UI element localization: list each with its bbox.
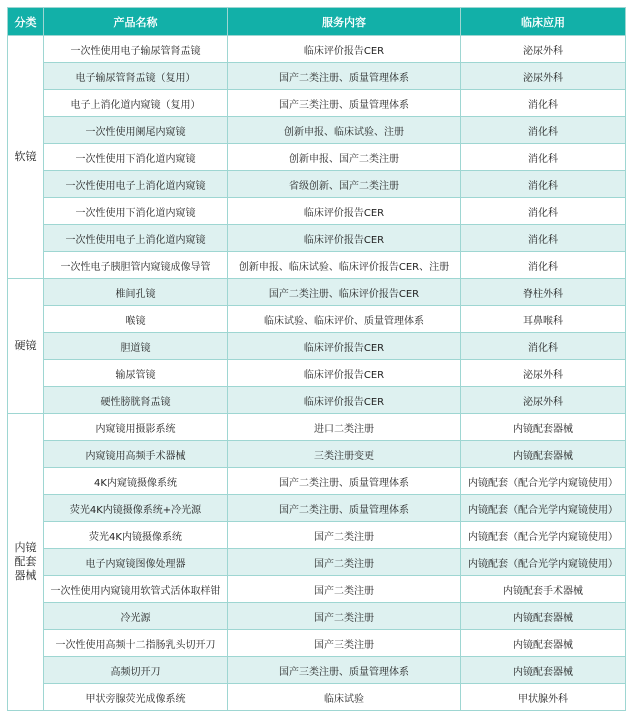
clinical-application-cell: 消化科 [461, 171, 626, 198]
table-row [8, 306, 626, 333]
table-row [8, 36, 626, 63]
product-name-cell: 电子上消化道内窥镜（复用） [44, 90, 228, 117]
clinical-application-cell: 泌尿外科 [461, 360, 626, 387]
header-clinical-application: 临床应用 [461, 8, 626, 36]
service-content-cell: 创新申报、临床试验、临床评价报告CER、注册 [228, 252, 461, 279]
service-content-cell: 国产三类注册、质量管理体系 [228, 657, 461, 684]
product-name-cell: 一次性使用电子上消化道内窥镜 [44, 225, 228, 252]
product-service-table [7, 7, 626, 711]
clinical-application-cell: 泌尿外科 [461, 63, 626, 90]
product-name-cell: 输尿管镜 [44, 360, 228, 387]
table-row [8, 468, 626, 495]
product-name-cell: 一次性使用高频十二指肠乳头切开刀 [44, 630, 228, 657]
clinical-application-cell: 耳鼻喉科 [461, 306, 626, 333]
clinical-application-cell: 内镜配套（配合光学内窥镜使用） [461, 495, 626, 522]
service-content-cell: 国产二类注册、质量管理体系 [228, 468, 461, 495]
product-table-container [7, 7, 625, 711]
service-content-cell: 临床评价报告CER [228, 198, 461, 225]
product-name-cell: 内窥镜用高频手术器械 [44, 441, 228, 468]
clinical-application-cell: 泌尿外科 [461, 387, 626, 414]
service-content-cell: 创新申报、国产二类注册 [228, 144, 461, 171]
service-content-cell: 国产二类注册 [228, 522, 461, 549]
table-row [8, 63, 626, 90]
product-name-cell: 荧光4K内镜摄像系统+冷光源 [44, 495, 228, 522]
table-row [8, 522, 626, 549]
clinical-application-cell: 内镜配套器械 [461, 630, 626, 657]
service-content-cell: 进口二类注册 [228, 414, 461, 441]
service-content-cell: 国产三类注册 [228, 630, 461, 657]
category-cell: 内镜配套器械 [8, 414, 44, 711]
service-content-cell: 三类注册变更 [228, 441, 461, 468]
clinical-application-cell: 内镜配套器械 [461, 603, 626, 630]
table-row [8, 576, 626, 603]
table-row [8, 117, 626, 144]
product-name-cell: 一次性使用内窥镜用软管式活体取样钳 [44, 576, 228, 603]
header-category: 分类 [8, 8, 44, 36]
table-row [8, 225, 626, 252]
product-name-cell: 冷光源 [44, 603, 228, 630]
table-row [8, 360, 626, 387]
clinical-application-cell: 内镜配套器械 [461, 441, 626, 468]
clinical-application-cell: 消化科 [461, 198, 626, 225]
table-row [8, 684, 626, 711]
category-cell: 软镜 [8, 36, 44, 279]
clinical-application-cell: 消化科 [461, 225, 626, 252]
product-name-cell: 一次性使用阑尾内窥镜 [44, 117, 228, 144]
product-name-cell: 4K内窥镜摄像系统 [44, 468, 228, 495]
service-content-cell: 国产二类注册、临床评价报告CER [228, 279, 461, 306]
table-row [8, 630, 626, 657]
product-name-cell: 一次性使用下消化道内窥镜 [44, 144, 228, 171]
clinical-application-cell: 消化科 [461, 333, 626, 360]
table-row [8, 90, 626, 117]
product-name-cell: 荧光4K内镜摄像系统 [44, 522, 228, 549]
clinical-application-cell: 消化科 [461, 144, 626, 171]
product-name-cell: 一次性使用下消化道内窥镜 [44, 198, 228, 225]
service-content-cell: 创新申报、临床试验、注册 [228, 117, 461, 144]
service-content-cell: 国产三类注册、质量管理体系 [228, 90, 461, 117]
clinical-application-cell: 内镜配套器械 [461, 657, 626, 684]
category-cell: 硬镜 [8, 279, 44, 414]
service-content-cell: 临床评价报告CER [228, 36, 461, 63]
table-row [8, 198, 626, 225]
service-content-cell: 国产二类注册 [228, 549, 461, 576]
table-row [8, 657, 626, 684]
service-content-cell: 国产二类注册 [228, 576, 461, 603]
service-content-cell: 临床试验、临床评价、质量管理体系 [228, 306, 461, 333]
product-name-cell: 椎间孔镜 [44, 279, 228, 306]
service-content-cell: 临床评价报告CER [228, 333, 461, 360]
service-content-cell: 国产二类注册、质量管理体系 [228, 63, 461, 90]
service-content-cell: 临床试验 [228, 684, 461, 711]
table-row [8, 414, 626, 441]
product-name-cell: 一次性使用电子上消化道内窥镜 [44, 171, 228, 198]
clinical-application-cell: 内镜配套（配合光学内窥镜使用） [461, 549, 626, 576]
clinical-application-cell: 内镜配套器械 [461, 414, 626, 441]
service-content-cell: 省级创新、国产二类注册 [228, 171, 461, 198]
table-row [8, 549, 626, 576]
product-name-cell: 电子内窥镜图像处理器 [44, 549, 228, 576]
clinical-application-cell: 消化科 [461, 252, 626, 279]
product-name-cell: 硬性膀胱肾盂镜 [44, 387, 228, 414]
table-row [8, 144, 626, 171]
clinical-application-cell: 内镜配套（配合光学内窥镜使用） [461, 468, 626, 495]
table-row [8, 279, 626, 306]
product-name-cell: 一次性电子胰胆管内窥镜成像导管 [44, 252, 228, 279]
service-content-cell: 临床评价报告CER [228, 387, 461, 414]
table-row [8, 387, 626, 414]
header-product-name: 产品名称 [44, 8, 228, 36]
clinical-application-cell: 甲状腺外科 [461, 684, 626, 711]
table-row [8, 441, 626, 468]
clinical-application-cell: 内镜配套（配合光学内窥镜使用） [461, 522, 626, 549]
product-name-cell: 一次性使用电子输尿管肾盂镜 [44, 36, 228, 63]
product-name-cell: 电子输尿管肾盂镜（复用） [44, 63, 228, 90]
service-content-cell: 国产二类注册 [228, 603, 461, 630]
product-name-cell: 内窥镜用摄影系统 [44, 414, 228, 441]
product-name-cell: 高频切开刀 [44, 657, 228, 684]
table-row [8, 171, 626, 198]
clinical-application-cell: 脊柱外科 [461, 279, 626, 306]
table-header-row [8, 8, 626, 36]
clinical-application-cell: 泌尿外科 [461, 36, 626, 63]
service-content-cell: 临床评价报告CER [228, 360, 461, 387]
header-service-content: 服务内容 [228, 8, 461, 36]
clinical-application-cell: 消化科 [461, 117, 626, 144]
table-row [8, 495, 626, 522]
product-name-cell: 喉镜 [44, 306, 228, 333]
product-name-cell: 甲状旁腺荧光成像系统 [44, 684, 228, 711]
table-body [8, 36, 626, 711]
table-row [8, 252, 626, 279]
service-content-cell: 临床评价报告CER [228, 225, 461, 252]
table-row [8, 333, 626, 360]
table-row [8, 603, 626, 630]
service-content-cell: 国产二类注册、质量管理体系 [228, 495, 461, 522]
clinical-application-cell: 内镜配套手术器械 [461, 576, 626, 603]
product-name-cell: 胆道镜 [44, 333, 228, 360]
clinical-application-cell: 消化科 [461, 90, 626, 117]
